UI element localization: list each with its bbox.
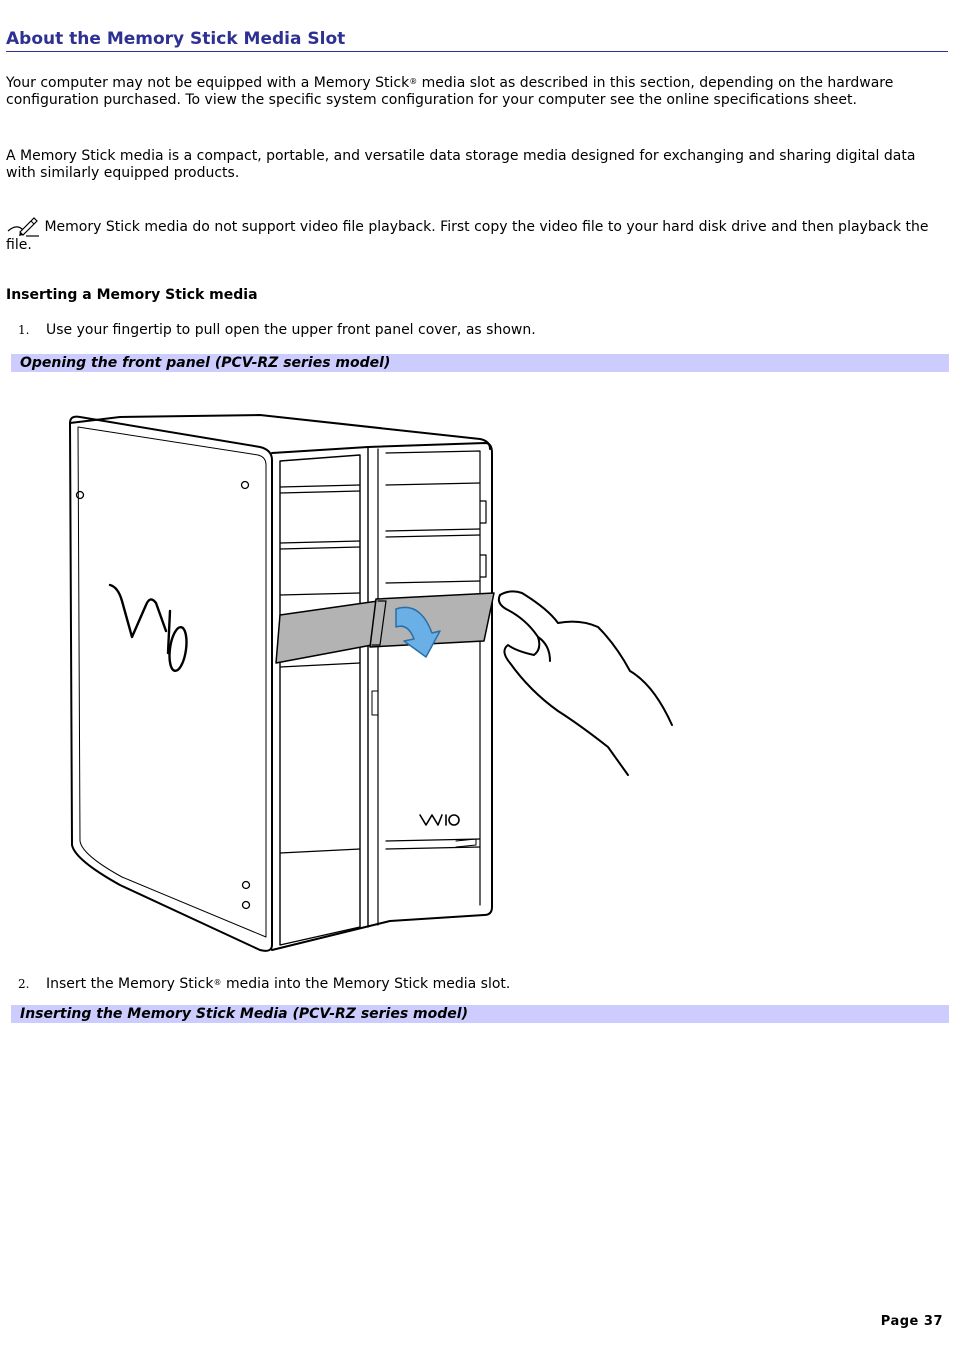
intro-text-a: Your computer may not be equipped with a Memory Stick	[6, 75, 410, 91]
figure-caption: Opening the front panel (PCV-RZ series model)	[11, 354, 949, 372]
note-text: Memory Stick media do not support video file playback. First copy the video file to your hard disk drive and then playback the file.	[6, 219, 929, 253]
figure-caption: Inserting the Memory Stick Media (PCV-RZ series model)	[11, 1005, 949, 1023]
intro-text-b: media slot as described in this section, depending on the hardware configuration purchased. To view the specific system configuration for your computer see the online specifications sheet.	[6, 75, 894, 108]
step-2	[18, 974, 948, 993]
step-text-a: Insert the Memory Stick	[46, 976, 214, 992]
intro-paragraph	[6, 73, 948, 109]
registered-mark: ®	[213, 978, 222, 987]
step-number: 1.	[18, 323, 30, 337]
note-pencil-icon	[6, 215, 40, 237]
section-heading: Inserting a Memory Stick media	[6, 287, 258, 303]
pc-front-panel-illustration	[60, 405, 690, 965]
note-paragraph	[6, 215, 948, 254]
description-paragraph: A Memory Stick media is a compact, portable, and versatile data storage media designed for exchanging and sharing digital data with similarly equipped products.	[6, 148, 916, 181]
registered-mark: ®	[409, 77, 418, 86]
page-title: About the Memory Stick Media Slot	[6, 28, 948, 52]
vaio-front-logo	[420, 815, 459, 825]
step-text: Use your fingertip to pull open the upper front panel cover, as shown.	[46, 322, 536, 338]
step-text-b: media into the Memory Stick media slot.	[221, 976, 511, 992]
hand-illustration	[499, 591, 672, 775]
step-1	[18, 322, 948, 339]
step-number: 2.	[18, 977, 30, 991]
page-number: Page 37	[880, 1314, 943, 1329]
